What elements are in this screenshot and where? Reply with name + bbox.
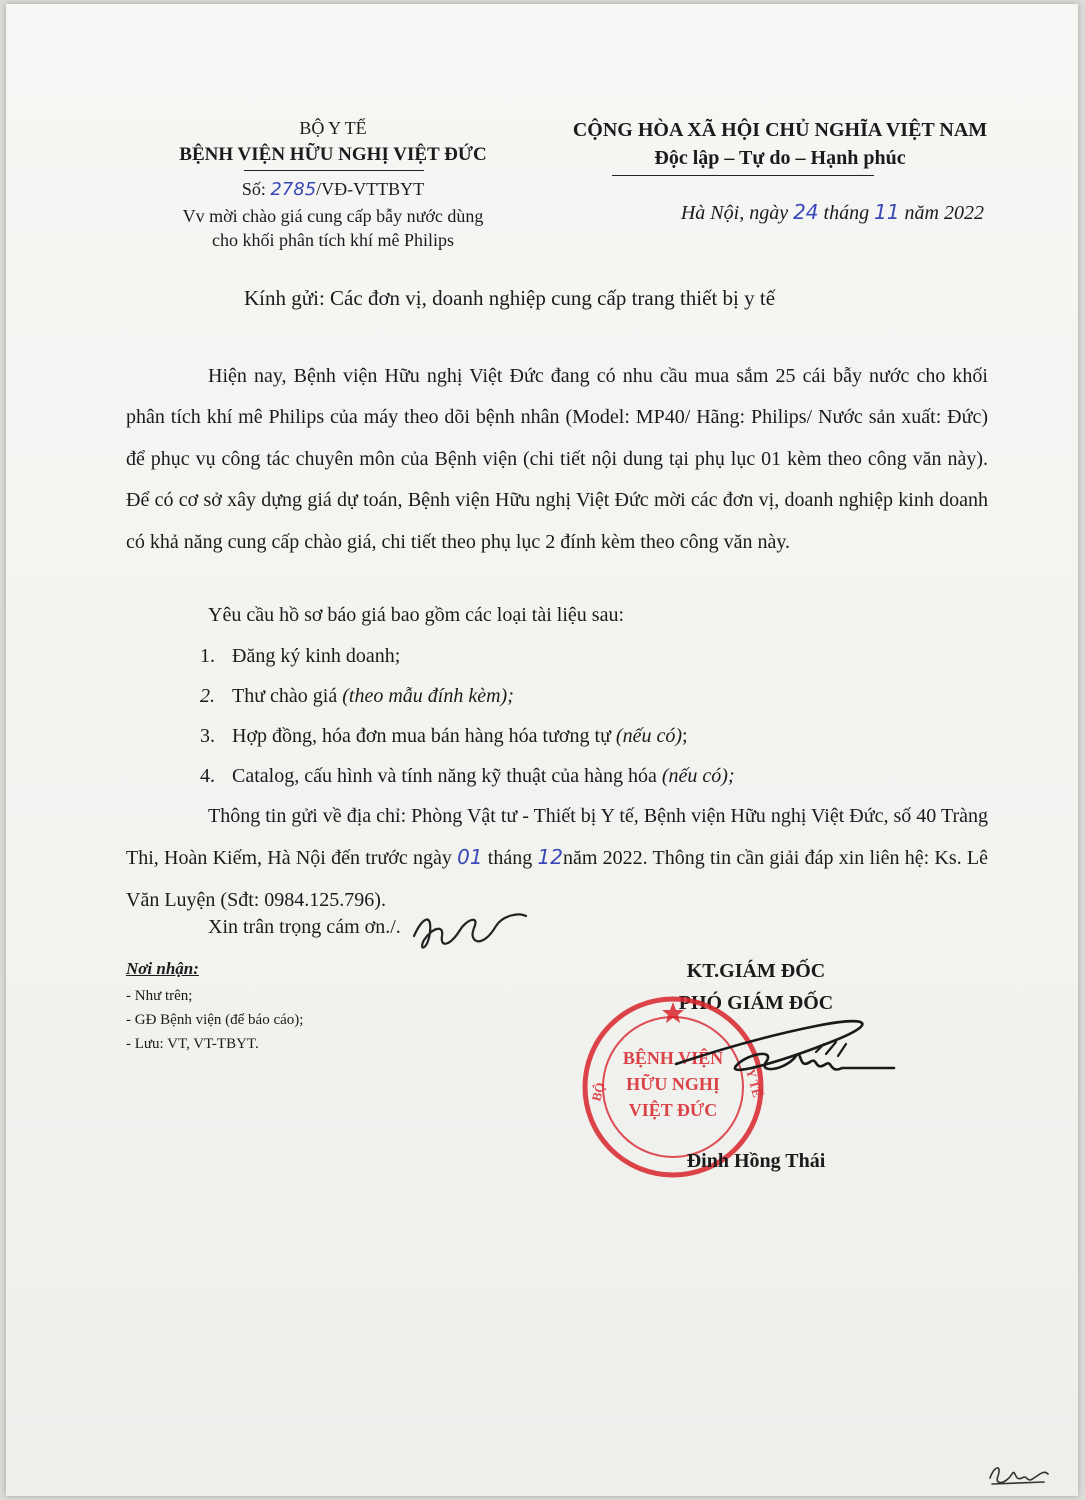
handwritten-signature [666, 1004, 896, 1114]
requirement-item [200, 765, 735, 788]
hospital-name: BỆNH VIỆN HỮU NGHỊ VIỆT ĐỨC [179, 144, 487, 165]
doc-number-prefix: Số: [241, 179, 271, 199]
requirement-item [200, 685, 514, 708]
body-paragraph-1: Hiện nay, Bệnh viện Hữu nghị Việt Đức đang có nhu cầu mua sắm 25 cái bẫy nước cho khối phân tích khí mê Philips của máy theo dõi bệnh nhân (Model: MP40/ Hãng: Philips/ Nước sản xuất: Đức) để phục vụ công tác chuyên môn của Bệnh viện (chi tiết nội dung tại phụ lục 01 kèm theo công văn này). Để có cơ sở xây dựng giá dự toán, Bệnh viện Hữu nghị Việt Đức mời các đơn vị, doanh nghiệp kinh doanh có khả năng cung cấp chào giá, chi tiết theo phụ lục 2 đính kèm theo công văn này. [126, 365, 988, 553]
requirement-note: (theo mẫu đính kèm); [342, 685, 514, 707]
requirement-item [200, 725, 688, 748]
requirement-tail: ; [681, 725, 688, 747]
date-year: năm 2022 [899, 202, 984, 224]
stamp-line-1: BỆNH VIỆN [622, 1048, 724, 1068]
national-title: CỘNG HÒA XÃ HỘI CHỦ NGHĨA VIỆT NAM [572, 119, 988, 141]
doc-number-handwritten: 2785 [270, 179, 317, 200]
requirement-text: Catalog, cấu hình và tính năng kỹ thuật của hàng hóa [232, 765, 662, 787]
stamp-ring-right: Y TẾ [743, 1066, 766, 1100]
stamp-line-3: VIỆT ĐỨC [628, 1100, 718, 1120]
requirement-number: 3. [200, 725, 215, 747]
document-page [6, 4, 1078, 1496]
p2-text-3: năm 2022. Thông tin cần giải đáp xin liên hệ: Ks. Lê Văn Luyện (Sđt: 0984.125.796). [126, 847, 988, 911]
recipient-item: - Lưu: VT, VT-TBYT. [126, 1036, 259, 1052]
stamp-ring-left: BỘ [588, 1080, 608, 1103]
date-month-label: tháng [818, 202, 875, 224]
doc-number-suffix: /VĐ-VTTBYT [316, 179, 425, 199]
national-motto: Độc lập – Tự do – Hạnh phúc [654, 147, 906, 169]
requirements-intro: Yêu cầu hồ sơ báo giá bao gồm các loại tài liệu sau: [208, 604, 624, 626]
footer-initials [984, 1452, 1054, 1492]
requirement-number: 4. [200, 765, 215, 787]
requirement-number: 2. [200, 685, 215, 707]
date-day-handwritten: 24 [793, 200, 819, 224]
p2-month-handwritten: 12 [537, 845, 563, 870]
document-number [156, 179, 510, 200]
signer-name: Đinh Hồng Thái [686, 1150, 826, 1172]
handwritten-initials [410, 906, 530, 956]
stamp-line-2: HỮU NGHỊ [626, 1074, 720, 1094]
date-line [526, 200, 984, 225]
signature-title-2: PHÓ GIÁM ĐỐC [678, 992, 834, 1014]
requirement-note: (nếu có) [615, 725, 682, 747]
p2-text-1: Thông tin gửi về địa chỉ: Phòng Vật tư - Thiết bị Y tế, Bệnh viện Hữu nghị Việt Đức, số 40 Tràng Thi, Hoàn Kiếm, Hà Nội đến trước ngày [126, 805, 988, 870]
requirement-number: 1. [200, 645, 215, 667]
body-paragraph-2 [126, 796, 988, 921]
subject-line-2: cho khối phân tích khí mê Philips [212, 230, 454, 250]
recipient-item: - GĐ Bệnh viện (để báo cáo); [126, 1012, 304, 1028]
requirement-text: Thư chào giá [232, 685, 343, 707]
addressee: Kính gửi: Các đơn vị, doanh nghiệp cung cấp trang thiết bị y tế [244, 286, 776, 310]
closing-thanks: Xin trân trọng cám ơn./. [208, 916, 401, 938]
p2-day-handwritten: 01 [457, 845, 483, 870]
recipient-item: - Như trên; [126, 988, 193, 1004]
requirement-text: Hợp đồng, hóa đơn mua bán hàng hóa tương tự [232, 725, 616, 747]
signature-title-1: KT.GIÁM ĐỐC [686, 960, 826, 982]
recipients-label: Nơi nhận: [126, 959, 199, 978]
ministry-name: BỘ Y TẾ [299, 118, 367, 138]
subject-line-1: Vv mời chào giá cung cấp bẫy nước dùng [182, 206, 484, 226]
header-underline-right [612, 175, 874, 176]
requirement-note: (nếu có); [661, 765, 735, 787]
requirement-item [200, 645, 400, 668]
requirement-text: Đăng ký kinh doanh; [232, 645, 401, 667]
p2-text-2: tháng [482, 847, 538, 870]
date-month-handwritten: 11 [874, 200, 900, 224]
date-prefix: Hà Nội, ngày [680, 202, 794, 224]
header-underline-left [244, 170, 424, 171]
